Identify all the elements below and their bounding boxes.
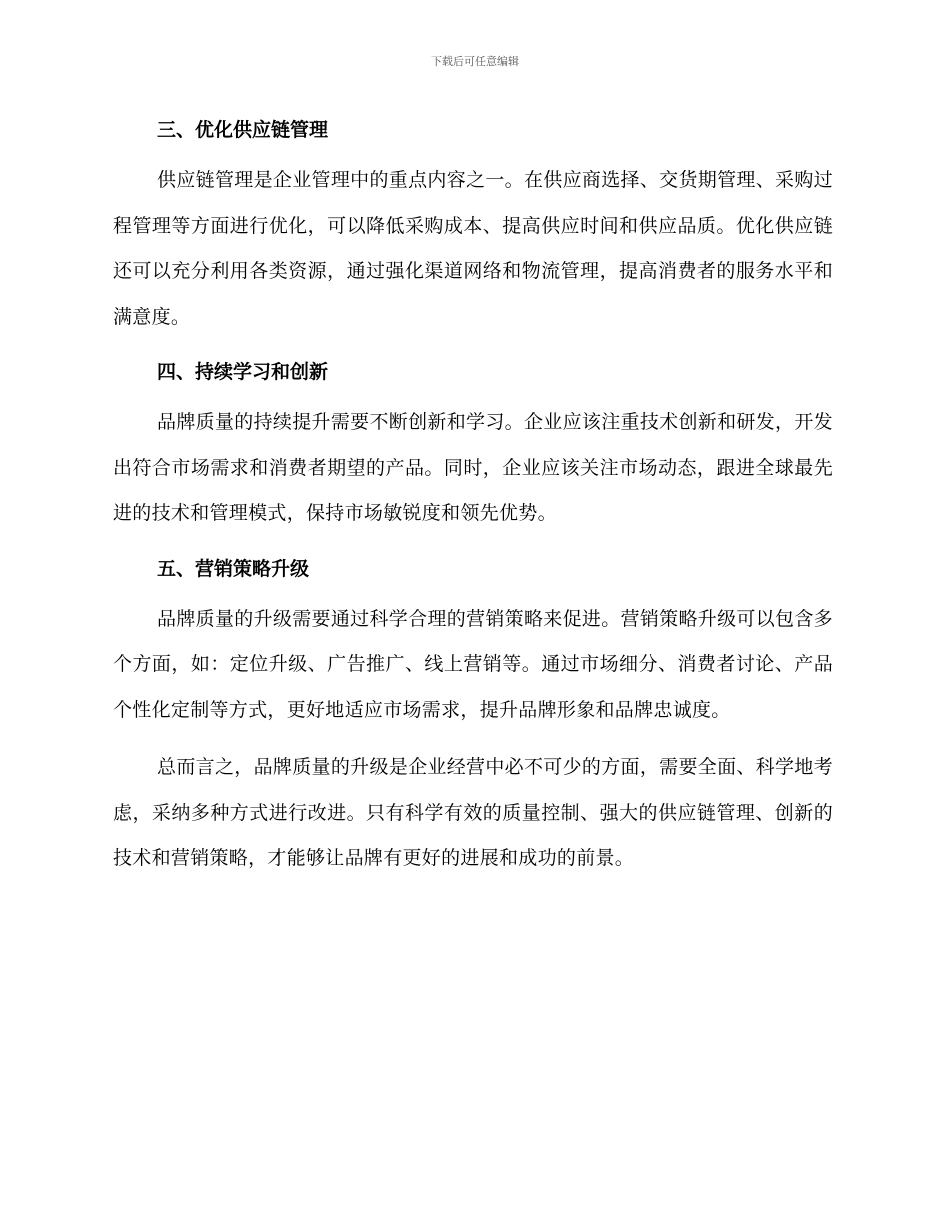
section-heading-learning-innovation: 四、持续学习和创新: [157, 361, 329, 383]
document-body: [113, 110, 833, 882]
page-header: 下载后可任意编辑: [431, 55, 519, 68]
section-heading-supply-chain: 三、优化供应链管理: [157, 119, 329, 141]
section-paragraph-marketing-upgrade: 品牌质量的升级需要通过科学合理的营销策略来促进。营销策略升级可以包含多个方面，如：定位升级、广告推广、线上营销等。通过市场细分、消费者讨论、产品个性化定制等方式，更好地适应市场需求，提升品牌形象和品牌忠诚度。: [113, 607, 833, 721]
section-paragraph-learning-innovation: 品牌质量的持续提升需要不断创新和学习。企业应该注重技术创新和研发，开发出符合市场需求和消费者期望的产品。同时，企业应该关注市场动态，跟进全球最先进的技术和管理模式，保持市场敏锐度和领先优势。: [113, 411, 833, 524]
section-heading-marketing-upgrade: 五、营销策略升级: [157, 557, 310, 580]
conclusion-paragraph: 总而言之，品牌质量的升级是企业经营中必不可少的方面，需要全面、科学地考虑，采纳多种方式进行改进。只有科学有效的质量控制、强大的供应链管理、创新的技术和营销策略，才能够让品牌有更好的进展和成功的前景。: [113, 756, 833, 869]
section-paragraph-supply-chain: 供应链管理是企业管理中的重点内容之一。在供应商选择、交货期管理、采购过程管理等方面进行优化，可以降低采购成本、提高供应时间和供应品质。优化供应链还可以充分利用各类资源，通过强化渠道网络和物流管理，提高消费者的服务水平和满意度。: [113, 169, 833, 328]
